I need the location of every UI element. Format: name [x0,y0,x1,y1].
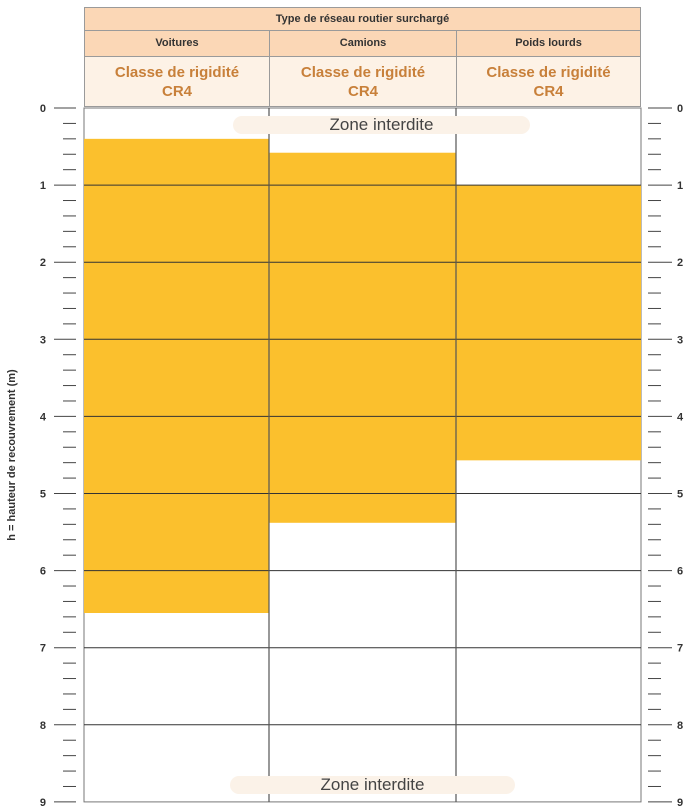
y-tick-label: 8 [39,719,46,732]
range-bar [84,139,269,613]
rigidity-label: Classe de rigidité [300,64,426,81]
rigidity-value: CR4 [161,83,192,100]
y-tick-label-right: 6 [677,565,684,578]
forbidden-zone-bottom: Zone interdite [230,776,515,794]
rigidity-value: CR4 [347,83,378,100]
rigidity-value: CR4 [533,83,564,100]
rigidity-label: Classe de rigidité [114,64,240,81]
forbidden-zone-top: Zone interdite [233,116,530,134]
y-tick-label-right: 4 [677,411,684,424]
y-tick-label-right: 0 [677,103,684,115]
y-tick-label: 2 [39,257,46,270]
y-tick-label-right: 1 [677,180,684,193]
y-tick-label-right: 3 [677,334,684,347]
y-tick-label: 5 [39,488,46,501]
y-tick-label: 6 [39,565,46,578]
chart-title: Type de réseau routier surchargé [84,7,641,31]
y-tick-label: 7 [39,642,46,655]
y-tick-label-right: 9 [677,796,684,806]
range-bar [269,153,456,523]
y-tick-label-right: 2 [677,257,684,270]
y-tick-label: 1 [39,180,46,193]
y-tick-label-right: 7 [677,642,684,655]
y-tick-label: 4 [39,411,46,424]
column-header-poids-lourds: Poids lourds [456,31,641,57]
column-header-camions: Camions [269,31,457,57]
column-header-voitures: Voitures [84,31,270,57]
rigidity-label: Classe de rigidité [486,64,611,81]
y-tick-label: 3 [39,334,46,347]
y-tick-label: 9 [39,796,46,806]
y-tick-label-right: 5 [677,488,684,501]
y-axis-label: h = hauteur de recouvrement (m) [6,369,18,541]
y-tick-label: 0 [39,103,46,115]
range-bar [456,185,641,460]
y-tick-label-right: 8 [677,719,684,732]
